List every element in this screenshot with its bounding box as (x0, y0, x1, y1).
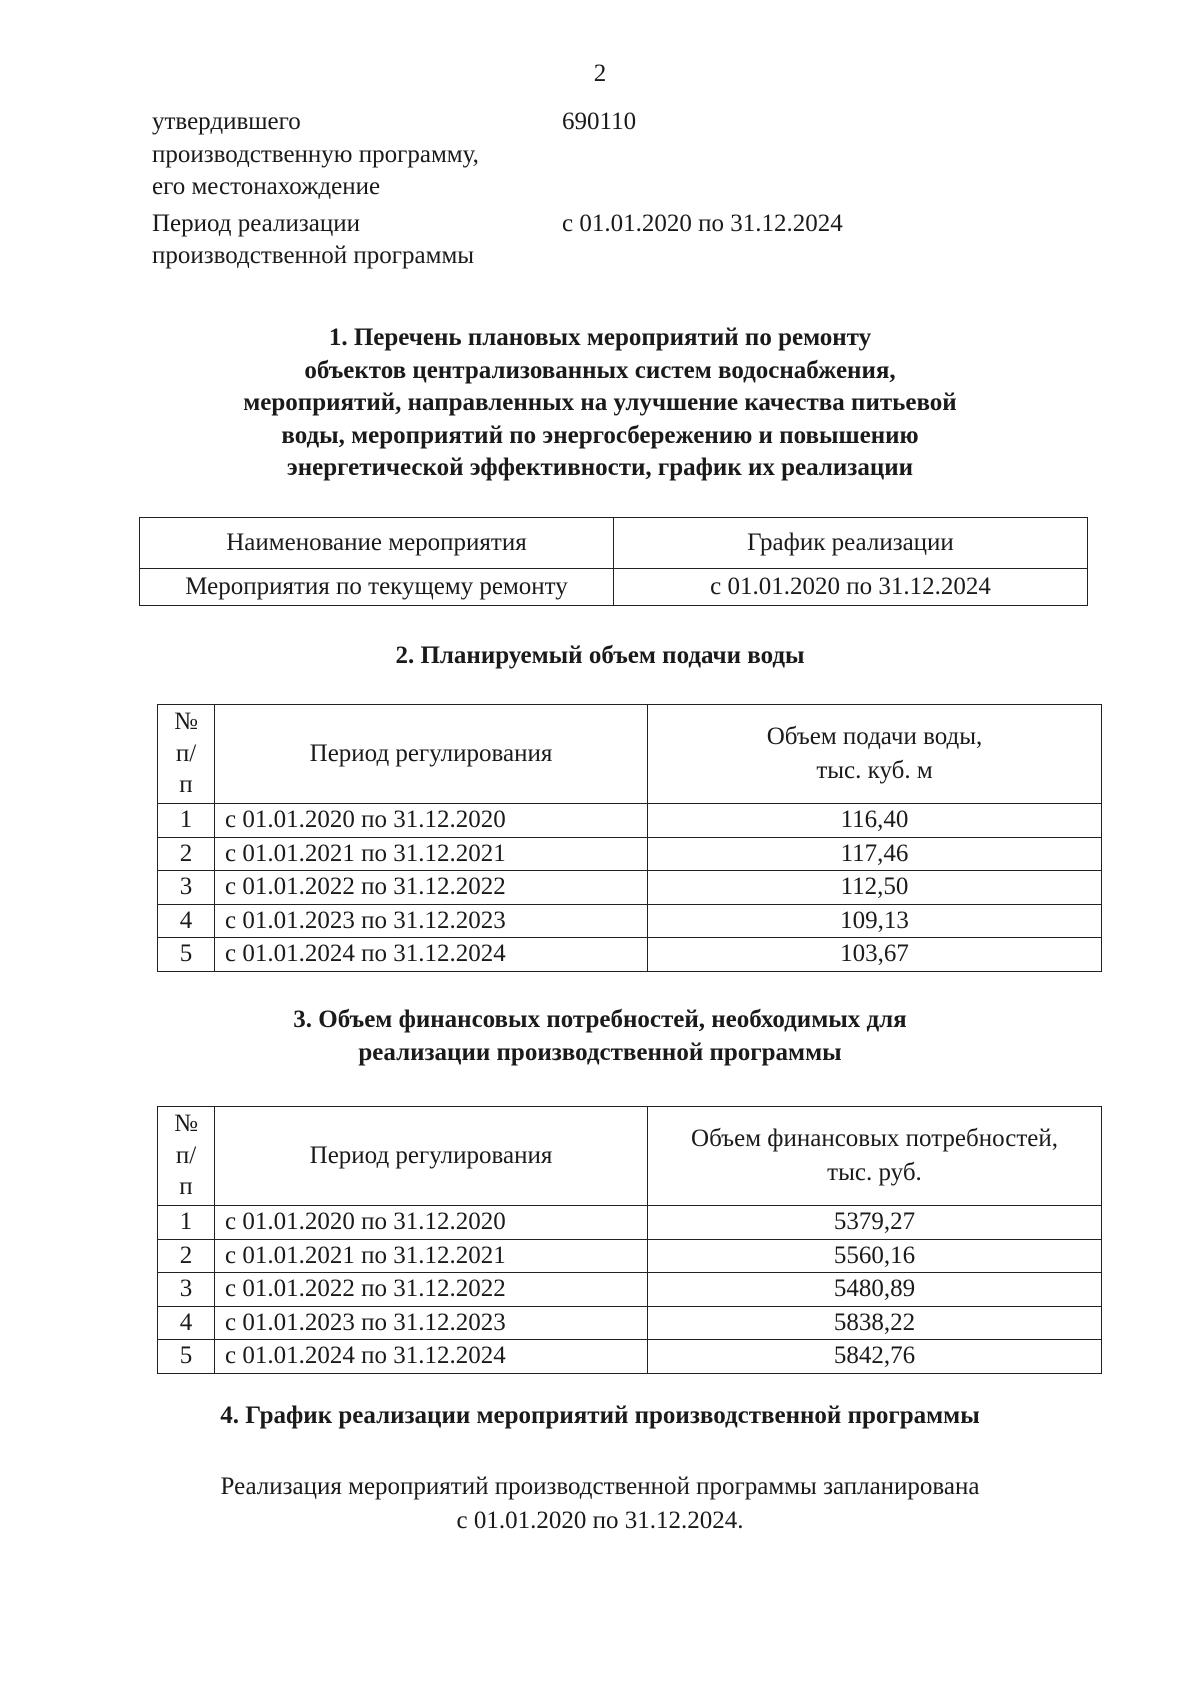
table-row: 4 с 01.01.2023 по 31.12.2023 5838,22 (158, 1306, 1102, 1340)
table-row: 2 с 01.01.2021 по 31.12.2021 5560,16 (158, 1239, 1102, 1273)
section2-title: 2. Планируемый объем подачи воды (395, 642, 805, 669)
info-row-period (152, 208, 1112, 273)
column-header-finance: Объем финансовых потребностей, тыс. руб. (648, 1107, 1102, 1206)
section4-text: Реализация мероприятий производственной программы запланирована с 01.01.2020 по 31.12.2024. (220, 1473, 980, 1534)
column-header-period: Период регулирования (215, 705, 648, 804)
table-header-row (140, 518, 1088, 569)
column-header: График реализации (614, 518, 1088, 569)
table-header-row (158, 705, 1102, 804)
table-row: 3 с 01.01.2022 по 31.12.2022 112,50 (158, 871, 1102, 905)
info-value: с 01.01.2020 по 31.12.2024 (562, 209, 843, 237)
table-header-row (158, 1107, 1102, 1206)
table-row: 1 с 01.01.2020 по 31.12.2020 116,40 (158, 804, 1102, 838)
table-row: 5 с 01.01.2024 по 31.12.2024 5842,76 (158, 1340, 1102, 1374)
column-header-period: Период регулирования (215, 1107, 648, 1206)
info-row-organization (152, 106, 1112, 204)
info-label: утвердившего производственную программу, его местонахождение (152, 108, 479, 200)
financial-needs-table (157, 1106, 1102, 1374)
table-row (140, 569, 1088, 606)
info-value: 690110 (562, 108, 637, 135)
column-header-volume: Объем подачи воды, тыс. куб. м (648, 705, 1102, 804)
section1-title: 1. Перечень плановых мероприятий по ремонту объектов централизованных систем водоснабжения, мероприятий, направленных на улучшение качества питьевой воды, мероприятий по энергосбережению и повышению энергетической эффективности, график их реализации (243, 324, 957, 481)
section4-title: 4. График реализации мероприятий производственной программы (220, 1402, 980, 1429)
table-row: 2 с 01.01.2021 по 31.12.2021 117,46 (158, 837, 1102, 871)
program-info (152, 106, 1112, 273)
table-cell: с 01.01.2020 по 31.12.2024 (614, 569, 1088, 606)
table-row: 5 с 01.01.2024 по 31.12.2024 103,67 (158, 938, 1102, 972)
column-header: Наименование мероприятия (140, 518, 614, 569)
table-cell: Мероприятия по текущему ремонту (140, 569, 614, 606)
section3-title: 3. Объем финансовых потребностей, необходимых для реализации производственной программы (293, 1006, 907, 1066)
table-row: 4 с 01.01.2023 по 31.12.2023 109,13 (158, 904, 1102, 938)
activities-table (139, 517, 1088, 606)
table-row: 1 с 01.01.2020 по 31.12.2020 5379,27 (158, 1206, 1102, 1240)
page-number: 2 (593, 60, 607, 87)
column-header-number: № п/ п (158, 1107, 215, 1206)
column-header-number: № п/ п (158, 705, 215, 804)
info-label: Период реализации производственной программы (152, 209, 475, 269)
water-supply-table (157, 704, 1102, 972)
table-row: 3 с 01.01.2022 по 31.12.2022 5480,89 (158, 1273, 1102, 1307)
